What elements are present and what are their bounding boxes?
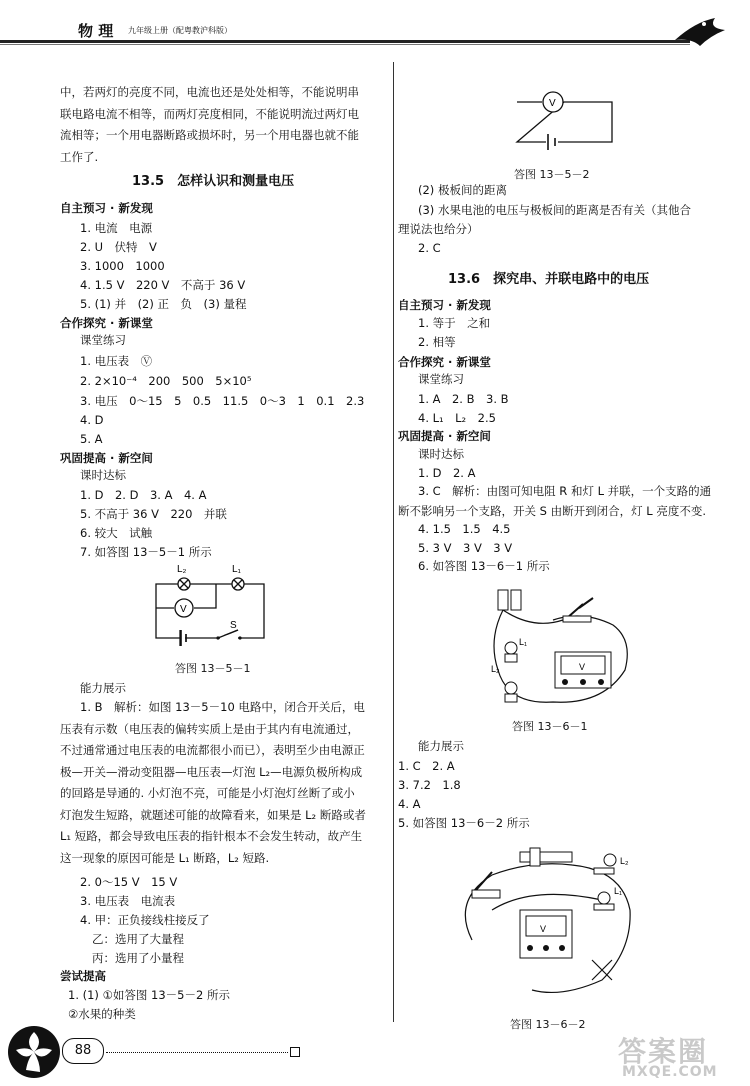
explanation-line: 灯泡发生短路，就题述可能的故障看来，如果是 L₂ 断路或者 <box>60 807 366 822</box>
ability-explanation <box>60 697 382 869</box>
list-item: (3) 水果电池的电压与极板间的距离是否有关（其他合 <box>418 203 691 217</box>
list-item: 乙：选用了大量程 <box>92 932 184 946</box>
section-title-13-5: 13.5 怎样认识和测量电压 <box>132 174 295 189</box>
watermark-url: MXQE.COM <box>622 1064 718 1080</box>
list-item: 6. 较大 试触 <box>80 526 153 540</box>
explanation-line: 1. B 解析：如图 13－5－10 电路中，闭合开关后，电 <box>80 700 365 714</box>
list-item: 1. 电流 电源 <box>80 221 153 235</box>
footer-square-icon <box>290 1047 300 1057</box>
circuit-diagram-13-5-1 <box>150 560 290 650</box>
switch-s-label: S <box>230 620 237 631</box>
list-item: 1. D 2. A <box>418 466 476 480</box>
list-item: 4. 1.5 V 220 V 不高于 36 V <box>80 278 246 292</box>
list-item: 2. 2×10⁻⁴ 200 500 5×10⁵ <box>80 374 252 388</box>
footer-dotted-rule <box>106 1052 288 1053</box>
list-item: 4. 甲：正负接线柱接反了 <box>80 913 210 927</box>
flower-logo-icon <box>4 1022 64 1082</box>
page-number: 88 <box>62 1038 104 1064</box>
list-item: 3. 电压表 电流表 <box>80 894 176 908</box>
list-item: 1. 电压表 Ⓥ <box>80 354 153 368</box>
apparatus-diagram-13-6-2 <box>452 840 632 1000</box>
list-item: 4. A <box>398 797 421 811</box>
ability-heading: 能力展示 <box>418 739 464 753</box>
intro-line: 联电路电流不相等，而两灯亮度相同，不能说明流过两灯电 <box>60 106 359 121</box>
explanation-line: 这一现象的原因可能是 L₁ 断路，L₂ 短路. <box>60 850 270 865</box>
list-item: 5. 3 V 3 V 3 V <box>418 541 513 555</box>
intro-line: 工作了. <box>60 149 99 164</box>
watermark-text: 答案圈 <box>618 1035 709 1068</box>
explanation-line: 压表有示数（电压表的偏转实质上是由于其内有电流通过， <box>60 721 359 736</box>
list-item: 1. D 2. D 3. A 4. A <box>80 488 207 502</box>
ability-heading: 能力展示 <box>80 681 126 695</box>
left-intro <box>60 82 380 168</box>
column-divider <box>393 62 394 1022</box>
list-item: 理说法也给分） <box>398 222 479 236</box>
list-item: 丙：选用了小量程 <box>92 951 184 965</box>
voltmeter-label: V <box>540 924 547 934</box>
list-item: 3. 7.2 1.8 <box>398 778 461 792</box>
caption-13-6-2: 答图 13－6－2 <box>510 1018 586 1031</box>
voltmeter-label: V <box>579 662 586 672</box>
try-heading: 尝试提高 <box>60 969 106 983</box>
lamp-l1-label: L₁ <box>614 886 623 896</box>
explanation-line: L₁ 短路，都会导致电压表的指针根本不会发生转动，故产生 <box>60 829 363 843</box>
voltmeter-label: V <box>180 604 187 615</box>
section-title-13-6: 13.6 探究串、并联电路中的电压 <box>448 272 650 287</box>
class-practice-label: 课堂练习 <box>418 372 464 386</box>
preview-heading: 自主预习 · 新发现 <box>60 201 153 215</box>
list-item: 1. 等于 之和 <box>418 316 491 330</box>
list-item: ②水果的种类 <box>68 1007 136 1021</box>
list-item: 4. L₁ L₂ 2.5 <box>418 411 496 425</box>
caption-13-5-2: 答图 13－5－2 <box>514 168 590 181</box>
lesson-target-label: 课时达标 <box>418 447 464 461</box>
coop-heading: 合作探究 · 新课堂 <box>60 316 153 330</box>
list-item: (2) 极板间的距离 <box>418 183 507 197</box>
list-item: 1. A 2. B 3. B <box>418 392 509 406</box>
list-item: 3. C 解析：由图可知电阻 R 和灯 L 并联，一个支路的通 <box>418 484 712 498</box>
lamp-l2-label: L₂ <box>177 564 187 575</box>
list-item: 1. C 2. A <box>398 759 455 773</box>
circuit-diagram-13-5-2 <box>512 90 632 150</box>
explanation-line: 的回路是导通的. 小灯泡不亮，可能是小灯泡灯丝断了或小 <box>60 786 355 800</box>
list-item: 断不影响另一个支路，开关 S 由断开到闭合，灯 L 亮度不变. <box>398 504 706 518</box>
consolidate-heading: 巩固提高 · 新空间 <box>398 429 491 443</box>
header-subtitle: 九年级上册（配粤教沪科版） <box>128 26 232 35</box>
list-item: 2. C <box>418 241 441 255</box>
preview-heading: 自主预习 · 新发现 <box>398 298 491 312</box>
header-rule <box>0 40 690 43</box>
list-item: 3. 1000 1000 <box>80 259 165 273</box>
list-item: 5. 不高于 36 V 220 并联 <box>80 507 227 521</box>
lamp-l2-label: L₂ <box>491 664 500 674</box>
list-item: 2. 相等 <box>418 335 456 349</box>
list-item: 2. U 伏特 V <box>80 240 157 254</box>
caption-13-6-1: 答图 13－6－1 <box>512 720 588 733</box>
list-item: 6. 如答图 13－6－1 所示 <box>418 559 550 573</box>
intro-line: 中，若两灯的亮度不同，电流也还是处处相等，不能说明串 <box>60 85 359 99</box>
explanation-line: 不过通常通过电压表的电流都很小而已），表明至少由电源正 <box>60 743 365 757</box>
lamp-l1-label: L₁ <box>519 637 528 647</box>
lamp-l1-label: L₁ <box>232 564 241 575</box>
lamp-l2-label: L₂ <box>620 856 629 866</box>
list-item: 1. (1) ①如答图 13－5－2 所示 <box>68 988 230 1002</box>
list-item: 3. 电压 0～15 5 0.5 11.5 0～3 1 0.1 2.3 <box>80 394 365 408</box>
list-item: 5. (1) 并 (2) 正 负 (3) 量程 <box>80 297 247 311</box>
lesson-target-label: 课时达标 <box>80 468 126 482</box>
class-practice-label: 课堂练习 <box>80 333 126 347</box>
header-subject: 物 理 <box>78 22 114 40</box>
coop-heading: 合作探究 · 新课堂 <box>398 355 491 369</box>
list-item: 7. 如答图 13－5－1 所示 <box>80 545 212 559</box>
consolidate-heading: 巩固提高 · 新空间 <box>60 451 153 465</box>
list-item: 5. 如答图 13－6－2 所示 <box>398 816 530 830</box>
voltmeter-label: V <box>549 98 556 109</box>
list-item: 4. 1.5 1.5 4.5 <box>418 522 511 536</box>
caption-13-5-1: 答图 13－5－1 <box>175 662 251 675</box>
header-rule-thin <box>0 44 690 45</box>
apparatus-diagram-13-6-1 <box>483 580 633 710</box>
bird-logo-icon <box>670 12 730 52</box>
list-item: 2. 0～15 V 15 V <box>80 875 178 889</box>
intro-line: 流相等；一个用电器断路或损坏时，另一个用电器也就不能 <box>60 128 359 142</box>
list-item: 5. A <box>80 432 103 446</box>
explanation-line: 极—开关—滑动变阻器—电压表—灯泡 L₂—电源负极所构成 <box>60 764 363 779</box>
list-item: 4. D <box>80 413 104 427</box>
